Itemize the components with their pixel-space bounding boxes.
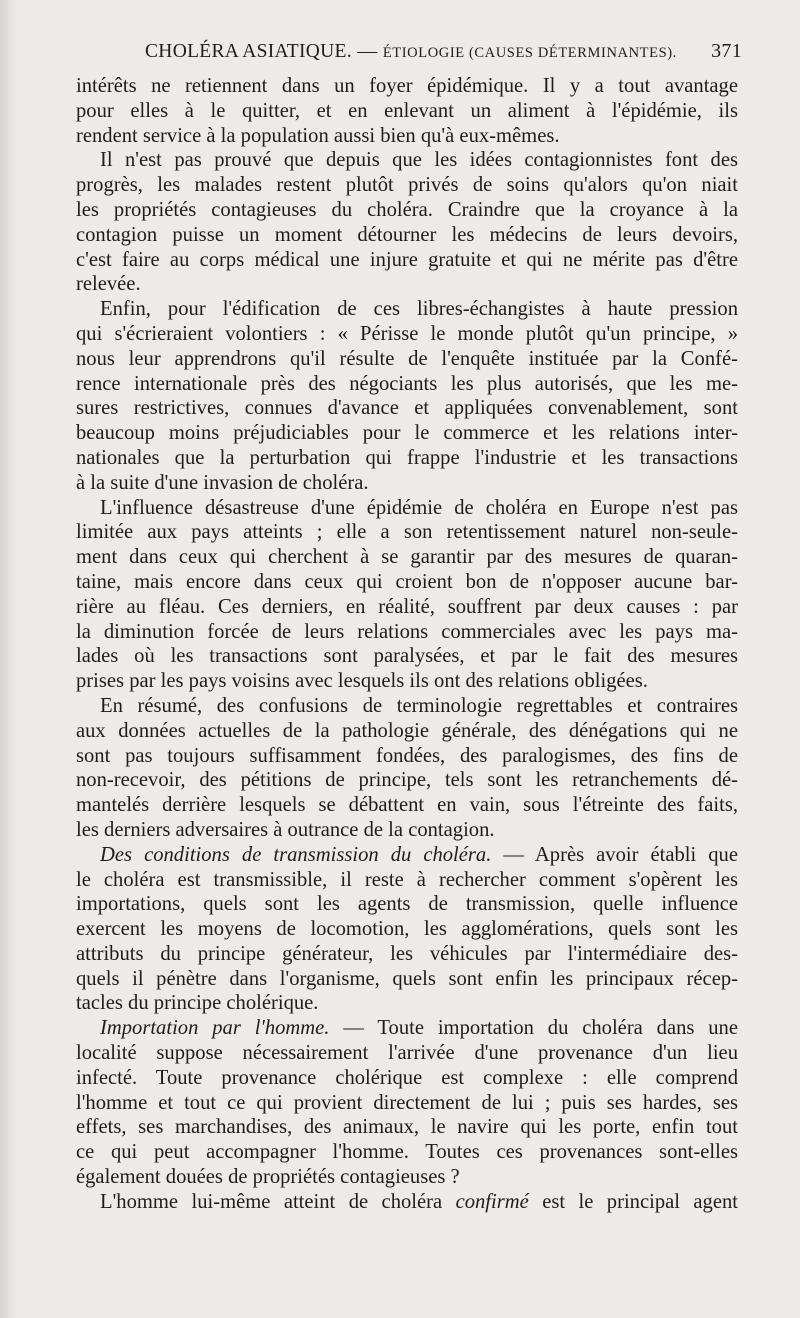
section-heading-italic: Des conditions de transmission du choléra.: [100, 843, 492, 866]
line-text: également douées de propriétés contagieuses ?: [76, 1166, 460, 1189]
line-text: rière au fléau. Ces derniers, en réalité, souffrent par deux causes : par: [76, 595, 738, 618]
line-text: ment dans ceux qui cherchent à se garantir par des mesures de quaran-: [76, 546, 738, 569]
text-line: [76, 620, 738, 645]
text-line: [76, 1091, 738, 1116]
text-line: [76, 396, 738, 421]
line-text: attributs du principe générateur, les véhicules par l'intermédiaire des-: [76, 942, 738, 965]
line-text: sures restrictives, connues d'avance et appliquées convenablement, sont: [76, 397, 738, 420]
page-gutter-shadow: [0, 0, 16, 1318]
header-subtitle: ÉTIOLOGIE (CAUSES DÉTERMINANTES).: [382, 45, 677, 61]
line-text: Il n'est pas prouvé que depuis que les idées contagionnistes font des: [100, 149, 738, 172]
body-text: [76, 74, 738, 1215]
text-line: [76, 1115, 738, 1140]
line-text: rendent service à la population aussi bien qu'à eux-mêmes.: [76, 124, 560, 147]
text-line: [76, 347, 738, 372]
text-line: [76, 297, 738, 322]
text-line: [76, 843, 738, 868]
text-line: [76, 942, 738, 967]
text-line: [76, 1165, 738, 1190]
text-line: [76, 570, 738, 595]
text-line: [76, 768, 738, 793]
text-line: [76, 173, 738, 198]
text-line: [76, 272, 738, 297]
line-text: tacles du principe cholérique.: [76, 992, 319, 1015]
text-line: [76, 1190, 738, 1215]
line-text: non-recevoir, des pétitions de principe, tels sont les retranchements dé-: [76, 769, 738, 792]
line-text: qui s'écrieraient volontiers : « Périsse le monde plutôt qu'un principe, »: [76, 322, 738, 345]
text-line: [76, 74, 738, 99]
text-line: [76, 496, 738, 521]
line-text: L'influence désastreuse d'une épidémie de choléra en Europe n'est pas: [100, 496, 738, 519]
line-text: infecté. Toute provenance cholérique est complexe : elle comprend: [76, 1066, 738, 1089]
text-line: [76, 99, 738, 124]
line-text: progrès, les malades restent plutôt privés de soins qu'alors qu'on niait: [76, 174, 738, 197]
line-text: L'homme lui-même atteint de choléra: [100, 1190, 456, 1213]
text-line: [76, 719, 738, 744]
header-title: CHOLÉRA ASIATIQUE.: [145, 41, 352, 62]
text-line: [76, 471, 738, 496]
line-text: c'est faire au corps médical une injure gratuite et qui ne mérite pas d'être: [76, 248, 738, 271]
text-line: [76, 868, 738, 893]
text-line: [76, 1140, 738, 1165]
section-heading-italic: Importation par l'homme.: [100, 1017, 330, 1040]
emphasis-italic: confirmé: [455, 1190, 529, 1213]
text-line: [76, 892, 738, 917]
text-line: [76, 967, 738, 992]
text-line: [76, 198, 738, 223]
line-text: les derniers adversaires à outrance de la contagion.: [76, 818, 495, 841]
line-text: les propriétés contagieuses du choléra. Craindre que la croyance à la: [76, 198, 738, 221]
running-header: [145, 40, 742, 68]
line-text: aux données actuelles de la pathologie générale, des dénégations qui ne: [76, 719, 738, 742]
line-text: pour elles à le quitter, et en enlevant un aliment à l'épidémie, ils: [76, 99, 738, 122]
line-text: beaucoup moins préjudiciables pour le commerce et les relations inter-: [76, 422, 738, 445]
line-text: contagion puisse un moment détourner les médecins de leurs devoirs,: [76, 223, 738, 246]
line-text: prises par les pays voisins avec lesquels ils ont des relations obligées.: [76, 670, 648, 693]
line-text: ce qui peut accompagner l'homme. Toutes ces provenances sont-elles: [76, 1141, 738, 1164]
text-line: [76, 545, 738, 570]
text-line: [76, 446, 738, 471]
line-text: Enfin, pour l'édification de ces libres-échangistes à haute pression: [100, 298, 738, 321]
text-line: [76, 917, 738, 942]
line-text: quels il pénètre dans l'organisme, quels sont enfin les principaux récep-: [76, 967, 738, 990]
line-text: localité suppose nécessairement l'arrivée d'une provenance d'un lieu: [76, 1042, 738, 1065]
line-text: sont pas toujours suffisamment fondées, des paralogismes, des fins de: [76, 744, 738, 767]
line-text: la diminution forcée de leurs relations commerciales avec les pays ma-: [76, 620, 738, 643]
text-line: [76, 124, 738, 149]
line-text: lades où les transactions sont paralysées, et par le fait des mesures: [76, 645, 738, 668]
line-text: effets, ses marchandises, des animaux, le navire qui les porte, enfin tout: [76, 1116, 738, 1139]
text-line: [76, 744, 738, 769]
text-line: [76, 595, 738, 620]
line-text: l'homme et tout ce qui provient directement de lui ; puis ses hardes, ses: [76, 1091, 738, 1114]
line-text: — Après avoir établi que: [491, 843, 738, 866]
line-text: rence internationale près des négociants les plus autorisés, que les me-: [76, 372, 738, 395]
text-line: [76, 148, 738, 173]
text-line: [76, 372, 738, 397]
line-text: intérêts ne retiennent dans un foyer épidémique. Il y a tout avantage: [76, 75, 738, 97]
line-text: mantelés derrière lesquels se débattent en vain, sous l'étreinte des faits,: [76, 794, 738, 817]
line-text: importations, quels sont les agents de transmission, quelle influence: [76, 893, 738, 916]
text-line: [76, 793, 738, 818]
text-line: [76, 991, 738, 1016]
running-title: [145, 40, 677, 63]
header-dash: —: [357, 40, 378, 62]
text-line: [76, 818, 738, 843]
line-text: — Toute importation du choléra dans une: [329, 1017, 738, 1040]
text-line: [76, 1066, 738, 1091]
text-line: [76, 644, 738, 669]
line-text: nous leur apprendrons qu'il résulte de l'enquête instituée par la Confé-: [76, 347, 738, 370]
text-line: [76, 520, 738, 545]
text-line: [76, 223, 738, 248]
line-text: En résumé, des confusions de terminologie regrettables et contraires: [100, 694, 738, 717]
text-line: [76, 322, 738, 347]
line-text: le choléra est transmissible, il reste à rechercher comment s'opèrent les: [76, 868, 738, 891]
text-line: [76, 1016, 738, 1041]
line-text: nationales que la perturbation qui frappe l'industrie et les transactions: [76, 446, 738, 469]
line-text-after: est le principal agent: [528, 1190, 739, 1213]
text-line: [76, 669, 738, 694]
page-number: 371: [711, 40, 742, 62]
text-line: [76, 421, 738, 446]
text-line: [76, 1041, 738, 1066]
line-text: relevée.: [76, 273, 141, 296]
line-text: limitée aux pays atteints ; elle a son retentissement naturel non-seule-: [76, 521, 738, 544]
line-text: taine, mais encore dans ceux qui croient bon de n'opposer aucune bar-: [76, 570, 738, 593]
text-line: [76, 694, 738, 719]
line-text: exercent les moyens de locomotion, les agglomérations, quels sont les: [76, 918, 738, 941]
text-line: [76, 248, 738, 273]
line-text: à la suite d'une invasion de choléra.: [76, 471, 369, 494]
